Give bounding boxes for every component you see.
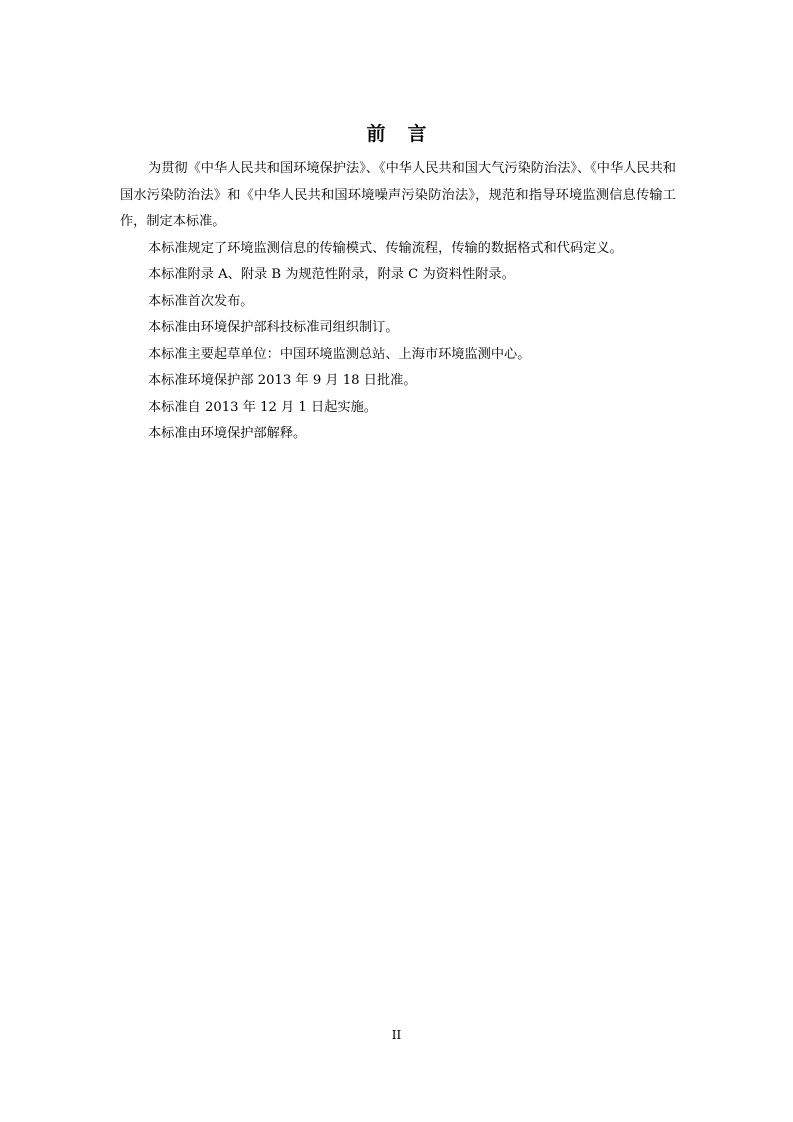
paragraph-interpretation: 本标准由环境保护部解释。: [148, 426, 307, 441]
page-number: II: [391, 1028, 402, 1042]
paragraph-scope: 本标准规定了环境监测信息的传输模式、传输流程，传输的数据格式和代码定义。: [148, 240, 623, 256]
paragraph-organizer: 本标准由环境保护部科技标准司组织制订。: [148, 320, 399, 335]
page-title: 前言: [366, 123, 449, 145]
foreword-body: [120, 156, 676, 448]
paragraph-drafting-units: 本标准主要起草单位：中国环境监测总站、上海市环境监测中心。: [148, 346, 531, 362]
paragraph-effective-date: 本标准自 2013 年 12 月 1 日起实施。: [148, 399, 377, 415]
paragraph-approval-date: 本标准环境保护部 2013 年 9 月 18 日批准。: [148, 373, 417, 388]
paragraph-appendices: 本标准附录 A、附录 B 为规范性附录，附录 C 为资料性附录。: [148, 267, 515, 282]
paragraph-first-release: 本标准首次发布。: [148, 293, 254, 309]
paragraph-purpose: 为贯彻《中华人民共和国环境保护法》、《中华人民共和国大气污染防治法》、《中华人民共和国水污染防治法》和《中华人民共和国环境噪声污染防治法》，规范和指导环境监测信息传输工作，制定本标准。: [120, 161, 676, 229]
